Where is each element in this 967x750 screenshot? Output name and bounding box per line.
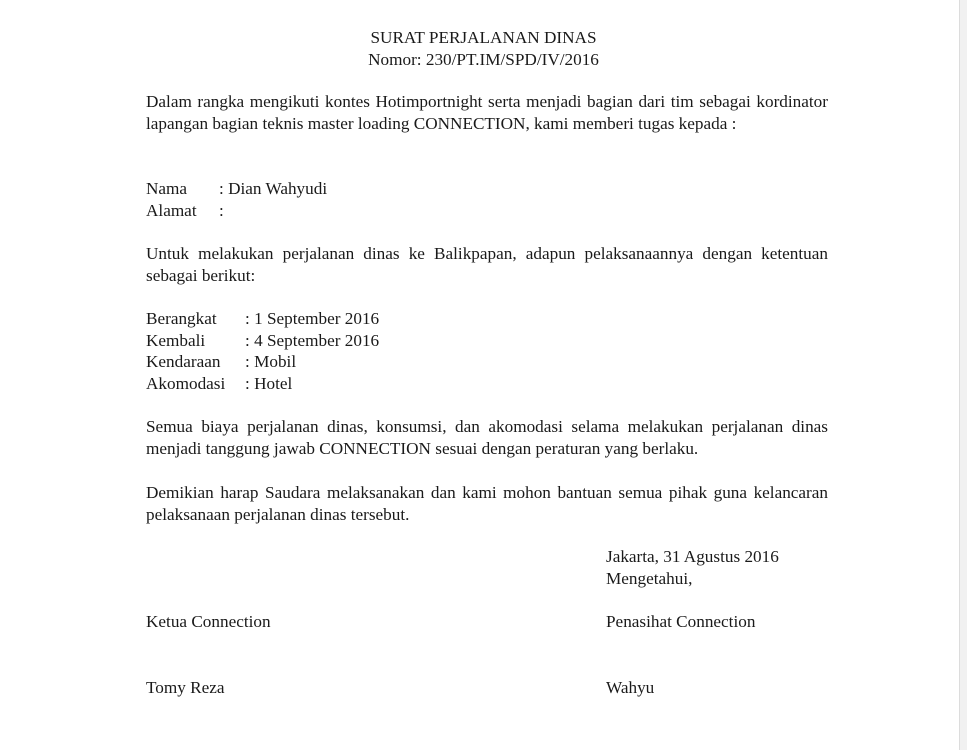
place-date: Jakarta, 31 Agustus 2016 xyxy=(606,547,779,566)
address-row xyxy=(146,200,224,222)
right-signer-name: Wahyu xyxy=(606,678,655,697)
letter-number: Nomor: 230/PT.IM/SPD/IV/2016 xyxy=(368,50,599,69)
acknowledged-label: Mengetahui, xyxy=(606,569,693,588)
return-row xyxy=(146,330,379,352)
lodging-value: : Hotel xyxy=(245,374,293,393)
vehicle-label: Kendaraan xyxy=(146,352,221,371)
name-value: : Dian Wahyudi xyxy=(219,179,328,198)
purpose-paragraph: Untuk melakukan perjalanan dinas ke Balikpapan, adapun pelaksanaannya dengan ketentuan sebagai berikut: xyxy=(146,244,828,285)
lodging-label: Akomodasi xyxy=(146,374,226,393)
name-row xyxy=(146,178,327,200)
vehicle-row xyxy=(146,351,296,373)
left-signer-name: Tomy Reza xyxy=(146,678,225,697)
letter-title: SURAT PERJALANAN DINAS xyxy=(370,28,597,47)
depart-row xyxy=(146,308,379,330)
name-label: Nama xyxy=(146,179,188,198)
address-label: Alamat xyxy=(146,201,197,220)
left-signer-role: Ketua Connection xyxy=(146,612,271,631)
costs-paragraph: Semua biaya perjalanan dinas, konsumsi, dan akomodasi selama melakukan perjalanan dinas menjadi tanggung jawab CONNECTION sesuai dengan peraturan yang berlaku. xyxy=(146,417,828,458)
address-value: : xyxy=(219,201,224,220)
right-signer-role: Penasihat Connection xyxy=(606,612,756,631)
return-label: Kembali xyxy=(146,331,206,350)
return-value: : 4 September 2016 xyxy=(245,331,380,350)
closing-paragraph: Demikian harap Saudara melaksanakan dan kami mohon bantuan semua pihak guna kelancaran pelaksanaan perjalanan dinas tersebut. xyxy=(146,483,828,524)
depart-value: : 1 September 2016 xyxy=(245,309,380,328)
vehicle-value: : Mobil xyxy=(245,352,297,371)
intro-paragraph: Dalam rangka mengikuti kontes Hotimportnight serta menjadi bagian dari tim sebagai kordinator lapangan bagian teknis master loading CONNECTION, kami memberi tugas kepada : xyxy=(146,92,828,133)
lodging-row xyxy=(146,373,292,395)
depart-label: Berangkat xyxy=(146,309,217,328)
